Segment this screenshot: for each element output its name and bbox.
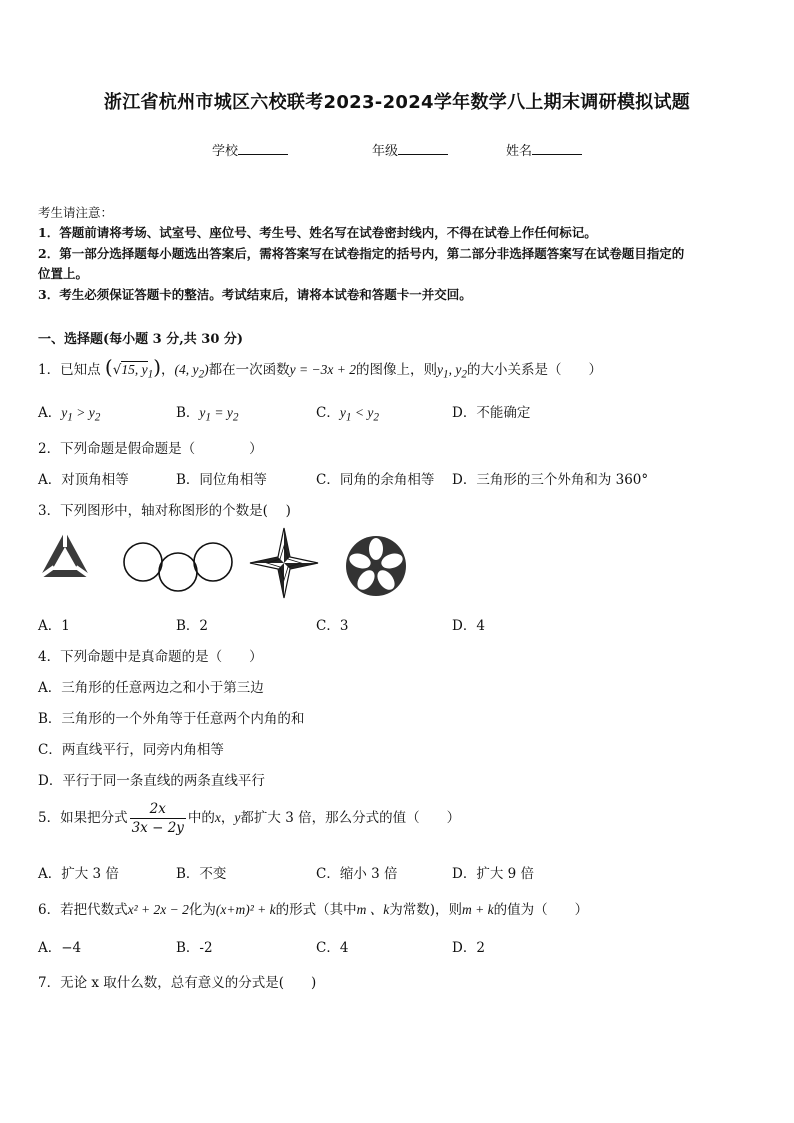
q4-option-c[interactable]: C．两直线平行，同旁内角相等 <box>38 742 224 758</box>
q6-option-a[interactable]: A．−4 <box>38 940 82 956</box>
q1-option-a-sub2: 2 <box>94 411 101 424</box>
note-item-3: 3．考生必须保证答题卡的整洁。考试结束后，请将本试卷和答题卡一并交回。 <box>38 287 472 302</box>
q5-y: y <box>234 810 241 825</box>
page-title: 浙江省杭州市城区六校联考2023-2024学年数学八上期末调研模拟试题 <box>103 92 691 113</box>
q1-option-b-y: y <box>199 405 206 420</box>
q1-option-a-sub1: 1 <box>67 411 73 424</box>
name-blank[interactable] <box>532 142 582 155</box>
q5-denominator: 3x − 2y <box>131 820 184 836</box>
q2-option-a[interactable]: A．对顶角相等 <box>38 472 129 488</box>
name-label: 姓名 <box>506 144 533 159</box>
q4-option-a[interactable]: A．三角形的任意两边之和小于第三边 <box>38 680 264 696</box>
grade-field[interactable] <box>372 140 448 159</box>
q1-vars-sep: , y <box>448 362 462 377</box>
q1-option-a[interactable] <box>38 401 100 424</box>
q1-option-a-label: A． <box>38 405 62 421</box>
compass-star-icon <box>248 526 320 600</box>
q6-form: (x+m)² + k <box>215 902 276 917</box>
rings-icon <box>120 540 236 594</box>
note-item-1: 1．答题前请将考场、试室号、座位号、考生号、姓名写在试卷密封线内，不得在试卷上作任何标记。 <box>38 225 597 240</box>
q1-option-a-rel: > y <box>72 405 95 420</box>
school-label: 学校 <box>212 144 239 159</box>
q1-option-b-label: B． <box>176 405 200 421</box>
q1-point-1-sub: 1 <box>147 368 154 381</box>
q2-option-c[interactable]: C．同角的余角相等 <box>316 472 435 488</box>
recycle-triangle-icon <box>36 527 94 585</box>
q1-end: 的大小关系是（ ） <box>466 362 602 378</box>
q1-option-c[interactable] <box>316 401 379 424</box>
q3-option-d[interactable]: D．4 <box>452 618 485 634</box>
q5-x: x <box>214 810 221 825</box>
q6-option-b[interactable]: B．-2 <box>176 940 213 956</box>
question-6 <box>38 898 588 918</box>
q5-option-d[interactable]: D．扩大 9 倍 <box>452 866 534 882</box>
grade-label: 年级 <box>372 144 399 159</box>
note-item-2: 2．第一部分选择题每小题选出答案后，需将答案写在试卷指定的括号内，第二部分非选择题答案写在试卷题目指定的 <box>38 246 685 261</box>
q1-rest: 的图像上，则 <box>355 362 437 378</box>
school-blank[interactable] <box>238 142 288 155</box>
q1-point-2-end: ) <box>204 362 209 377</box>
q5-option-a[interactable]: A．扩大 3 倍 <box>38 866 119 882</box>
q1-prefix: 1．已知点 <box>38 362 101 378</box>
q1-point-2: (4, y <box>174 362 199 377</box>
q6-option-d[interactable]: D．2 <box>452 940 485 956</box>
question-5 <box>38 800 460 837</box>
q6-end2: 的值为（ ） <box>493 902 589 918</box>
flower-emblem-icon <box>344 534 408 598</box>
q1-option-d[interactable]: D．不能确定 <box>452 405 531 421</box>
q5-fraction <box>130 800 186 837</box>
school-field[interactable] <box>212 140 288 159</box>
notes-header: 考生请注意： <box>38 205 114 220</box>
q1-option-b-rel: = y <box>211 405 233 420</box>
q1-point-1-text: 15, y <box>121 362 148 377</box>
q1-point-2-sub: 2 <box>198 368 205 381</box>
question-2: 2．下列命题是假命题是（ ） <box>38 441 263 457</box>
q3-option-c[interactable]: C．3 <box>316 618 349 634</box>
q1-vars-sub2: 2 <box>461 368 467 381</box>
q5-option-b[interactable]: B．不变 <box>176 866 227 882</box>
q1-option-c-rel: < y <box>351 405 374 420</box>
q5-prefix: 5．如果把分式 <box>38 810 128 826</box>
q4-option-d[interactable]: D．平行于同一条直线的两条直线平行 <box>38 773 265 789</box>
q5-option-c[interactable]: C．缩小 3 倍 <box>316 866 398 882</box>
question-4: 4．下列命题中是真命题的是（ ） <box>38 649 263 665</box>
q1-option-b-sub1: 1 <box>205 411 212 424</box>
q1-option-b[interactable] <box>176 401 239 424</box>
sqrt-icon: √ <box>112 362 122 378</box>
name-field[interactable] <box>506 140 582 159</box>
q1-option-c-sub1: 1 <box>345 411 352 424</box>
q6-option-c[interactable]: C．4 <box>316 940 349 956</box>
q1-comma: ， <box>161 362 175 378</box>
q5-end: 都扩大 3 倍，那么分式的值（ ） <box>240 810 461 826</box>
q5-mid: 中的 <box>187 810 215 826</box>
q1-point-1: ( <box>104 355 113 379</box>
q1-function: y = −3x + 2 <box>289 362 356 377</box>
q1-option-a-y: y <box>61 405 68 420</box>
q3-option-b[interactable]: B．2 <box>176 618 209 634</box>
q5-numerator: 2x <box>130 800 186 819</box>
note-item-2-cont: 位置上。 <box>38 266 89 281</box>
q3-option-a[interactable]: A．1 <box>38 618 70 634</box>
q1-vars: y <box>436 362 443 377</box>
q1-option-c-label: C． <box>316 405 340 421</box>
q4-option-b[interactable]: B．三角形的一个外角等于任意两个内角的和 <box>38 711 305 727</box>
q6-mid: 化为 <box>188 902 216 918</box>
q6-expression: x² + 2x − 2 <box>127 902 189 917</box>
question-1 <box>38 355 602 381</box>
q6-end: 为常数)，则 <box>389 902 463 918</box>
q1-option-c-sub2: 2 <box>373 411 379 424</box>
question-3: 3．下列图形中，轴对称图形的个数是( ) <box>38 503 291 519</box>
q6-sum: m + k <box>462 902 494 917</box>
q1-option-c-y: y <box>339 405 346 420</box>
q5-sep: ， <box>220 810 235 826</box>
q2-option-b[interactable]: B．同位角相等 <box>176 472 267 488</box>
q6-prefix: 6．若把代数式 <box>38 902 128 918</box>
q1-vars-sub1: 1 <box>442 368 449 381</box>
q1-option-b-sub2: 2 <box>232 411 239 424</box>
q1-point-1-close: ) <box>153 355 161 379</box>
q1-mid: 都在一次函数 <box>208 362 290 378</box>
q2-option-d[interactable]: D．三角形的三个外角和为 360° <box>452 472 649 488</box>
grade-blank[interactable] <box>398 142 448 155</box>
q6-mid2: 的形式（其中 <box>275 902 357 918</box>
section-heading: 一、选择题(每小题 3 分,共 30 分) <box>38 332 244 347</box>
question-7: 7．无论 x 取什么数，总有意义的分式是( ) <box>38 975 317 991</box>
q6-mk: m 、k <box>356 902 390 917</box>
